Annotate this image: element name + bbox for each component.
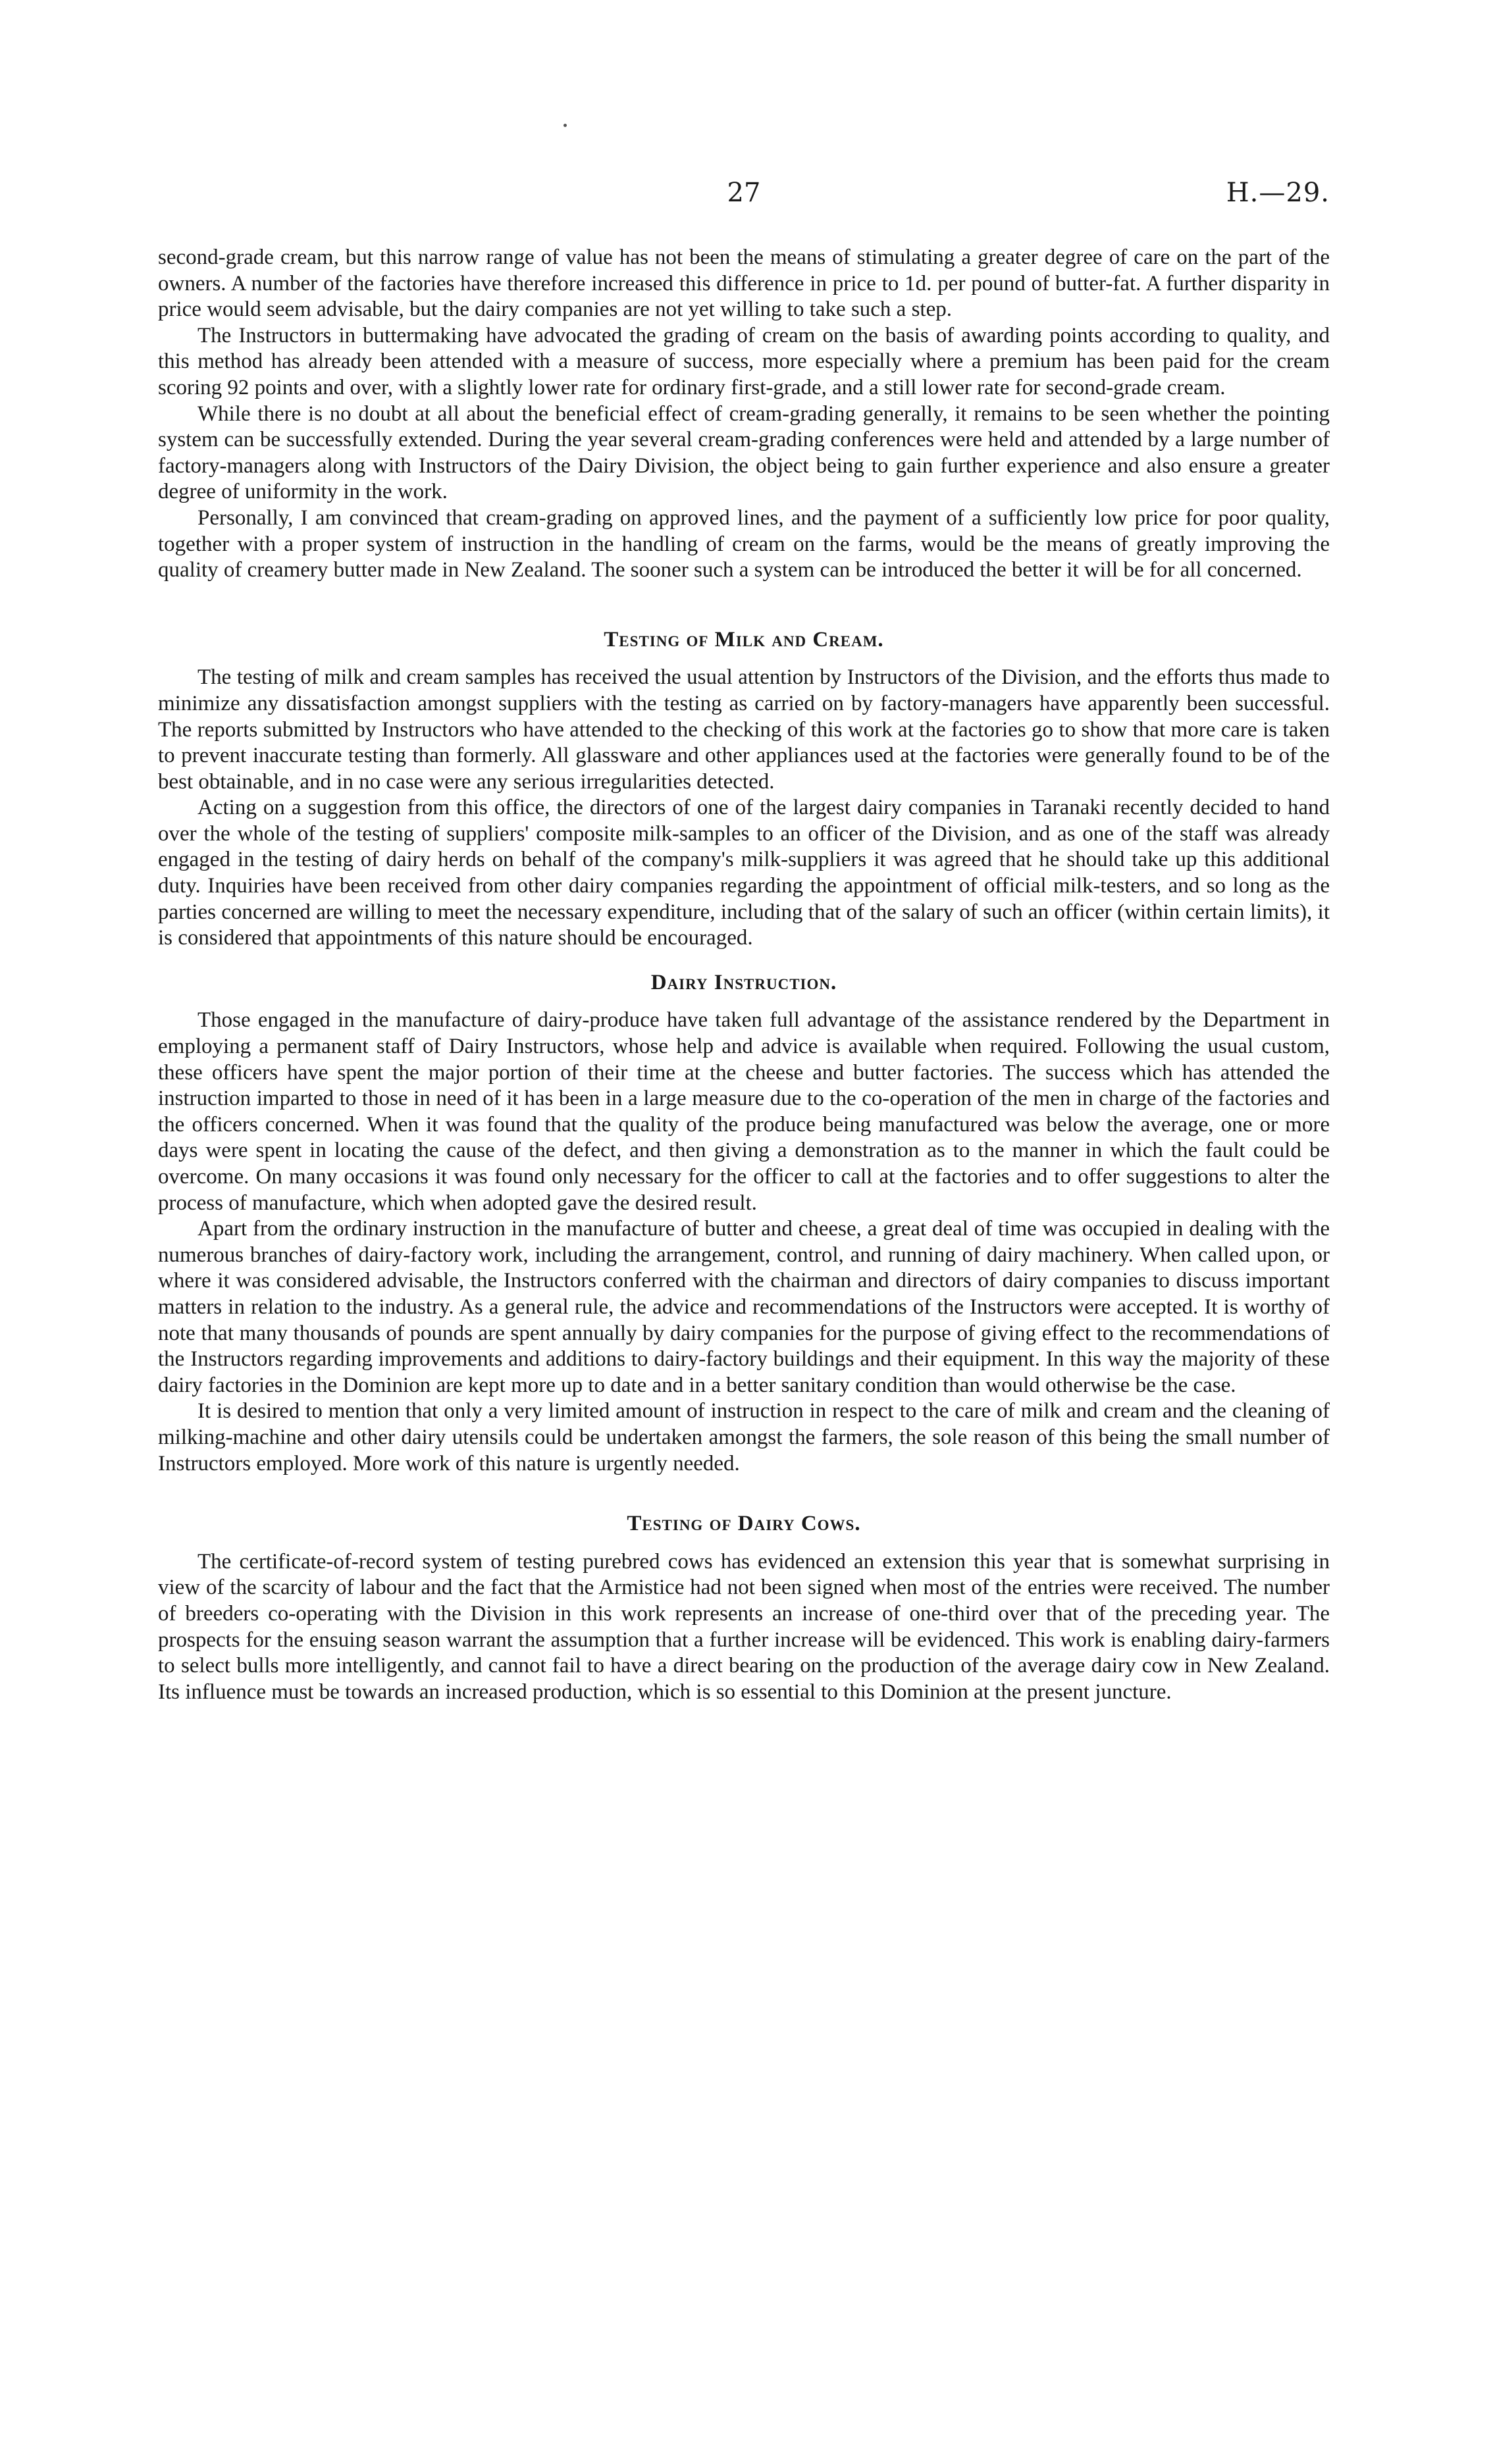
paragraph: It is desired to mention that only a very limited amount of instruction in respect to the care of milk and cream and the cleaning of milking-machine and other dairy utensils could be undertaken amongst the farmers, the sole reason of this being the small number of Instructors employed. More work of this nature is urgently needed. [158,1399,1330,1476]
section-heading-dairy-instruction: Dairy Instruction. [650,970,837,994]
page-header [158,178,1330,217]
document-body [158,245,1330,1705]
paragraph: The Instructors in buttermaking have advocated the grading of cream on the basis of awarding points according to quality, and this method has already been attended with a measure of success, more especially where a premium has been paid for the cream scoring 92 points and over, with a slightly lower rate for ordinary first-grade, and a still lower rate for second-grade cream. [158,323,1330,399]
paragraph: The certificate-of-record system of testing purebred cows has evidenced an extension this year that is somewhat surprising in view of the scarcity of labour and the fact that the Armistice had not been signed when most of the entries were received. The number of breeders co-operating with the Division in this work represents an increase of one-third over that of the preceding year. The prospects for the ensuing season warrant the assumption that a further increase will be evidenced. This work is enabling dairy-farmers to select bulls more intelligently, and cannot fail to have a direct bearing on the production of the average dairy cow in New Zealand. Its influence must be towards an increased production, which is so essential to this Dominion at the present juncture. [158,1549,1330,1704]
paragraph: The testing of milk and cream samples has received the usual attention by Instructors of the Division, and the efforts thus made to minimize any dissatisfaction amongst suppliers with the testing as carried on by factory-managers have apparently been successful. The reports submitted by Instructors who have attended to the checking of this work at the factories go to show that more care is taken to prevent inaccurate testing than formerly. All glassware and other appliances used at the factories were generally found to be of the best obtainable, and in no case were any serious irregularities detected. [158,665,1330,794]
paragraph: Apart from the ordinary instruction in the manufacture of butter and cheese, a great deal of time was occupied in dealing with the numerous branches of dairy-factory work, including the arrangement, control, and running of dairy machinery. When called upon, or where it was considered advisable, the Instructors conferred with the chairman and directors of dairy companies to discuss important matters in relation to the industry. As a general rule, the advice and recommendations of the Instructors were accepted. It is worthy of note that many thousands of pounds are spent annually by dairy companies for the purpose of giving effect to the recommendations of the Instructors regarding improvements and additions to dairy-factory buildings and their equipment. In this way the majority of these dairy factories in the Dominion are kept more up to date and in a better sanitary condition than would otherwise be the case. [158,1217,1330,1397]
scan-speck [563,124,567,127]
page-number: 27 [727,178,761,208]
section-heading-testing-dairy-cows: Testing of Dairy Cows. [627,1512,861,1536]
paragraph: Those engaged in the manufacture of dairy-produce have taken full advantage of the assistance rendered by the Department in employing a permanent staff of Dairy Instructors, whose help and advice is available when required. Following the usual custom, these officers have spent the major portion of their time at the cheese and butter factories. The success which has attended the instruction imparted to those in need of it has been in a large measure due to the co-operation of the men in charge of the factories and the officers concerned. When it was found that the quality of the produce being manufactured was below the average, one or more days were spent in locating the cause of the defect, and then giving a demonstration as to the manner in which the fault could be overcome. On many occasions it was found only necessary for the officer to call at the factories and to offer suggestions to alter the process of manufacture, which when adopted gave the desired result. [158,1008,1330,1215]
paragraph: second-grade cream, but this narrow range of value has not been the means of stimulating a greater degree of care on the part of the owners. A number of the factories have therefore increased this difference in price to 1d. per pound of butter-fat. A further disparity in price would seem advisable, but the dairy companies are not yet willing to take such a step. [158,245,1330,322]
document-reference: H.—29. [1226,178,1330,208]
paragraph: Personally, I am convinced that cream-grading on approved lines, and the payment of a sufficiently low price for poor quality, together with a proper system of instruction in the handling of cream on the farms, would be the means of greatly improving the quality of creamery butter made in New Zealand. The sooner such a system can be introduced the better it will be for all concerned. [158,505,1330,582]
paragraph: Acting on a suggestion from this office, the directors of one of the largest dairy companies in Taranaki recently decided to hand over the whole of the testing of suppliers' composite milk-samples to an officer of the Division, and as one of the staff was already engaged in the testing of dairy herds on behalf of the company's milk-suppliers it was agreed that he should take up this additional duty. Inquiries have been received from other dairy companies regarding the appointment of official milk-testers, and so long as the parties concerned are willing to meet the necessary expenditure, including that of the salary of such an officer (within certain limits), it is considered that appointments of this nature should be encouraged. [158,796,1330,950]
paragraph: While there is no doubt at all about the beneficial effect of cream-grading generally, it remains to be seen whether the pointing system can be successfully extended. During the year several cream-grading conferences were held and attended by a large number of factory-managers along with Instructors of the Dairy Division, the object being to gain further experience and also ensure a greater degree of uniformity in the work. [158,401,1330,504]
section-heading-testing-milk-cream: Testing of Milk and Cream. [604,627,884,652]
